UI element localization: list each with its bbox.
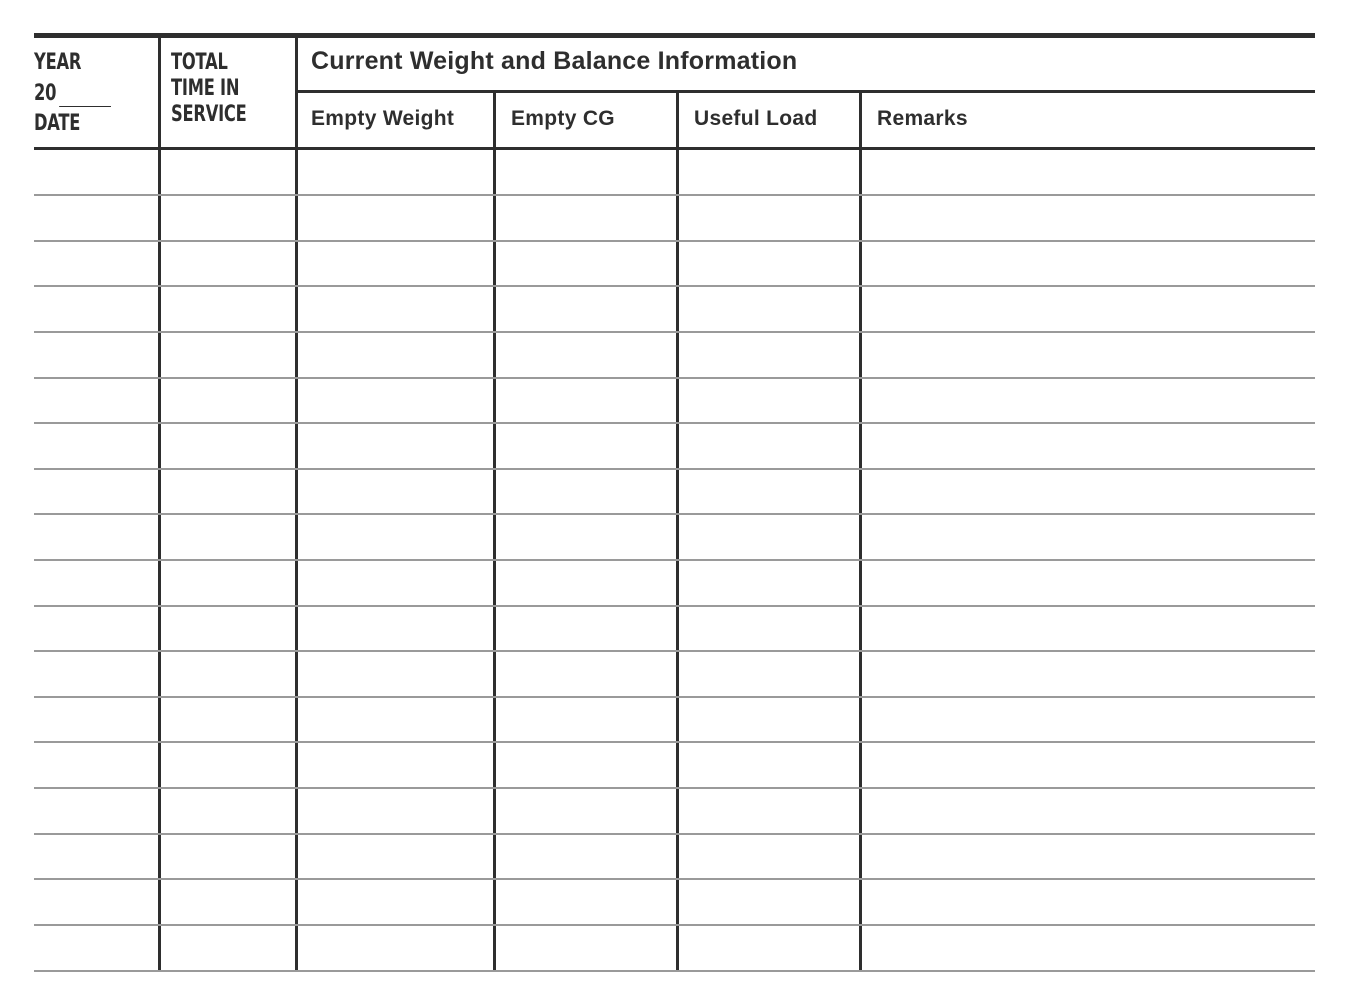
entry-cell-remarks[interactable] <box>861 743 1315 787</box>
entry-cell-remarks[interactable] <box>861 378 1315 422</box>
entry-cell-total-time[interactable] <box>160 378 297 422</box>
entry-cell-total-time[interactable] <box>160 332 297 376</box>
entry-cell-remarks[interactable] <box>861 561 1315 605</box>
entry-cell-empty-cg[interactable] <box>495 378 678 422</box>
entry-cell-useful-load[interactable] <box>678 652 861 696</box>
entry-cell-useful-load[interactable] <box>678 378 861 422</box>
entry-cell-empty-weight[interactable] <box>297 332 495 376</box>
group-title: Current Weight and Balance Information <box>311 47 798 75</box>
entry-cell-remarks[interactable] <box>861 241 1315 285</box>
entry-cell-total-time[interactable] <box>160 789 297 833</box>
entry-cell-date[interactable] <box>34 287 160 331</box>
entry-cell-empty-cg[interactable] <box>495 606 678 650</box>
total-time-line3: SERVICE <box>171 102 247 127</box>
entry-cell-empty-weight[interactable] <box>297 287 495 331</box>
entry-cell-total-time[interactable] <box>160 606 297 650</box>
total-time-line2: TIME IN <box>171 76 240 101</box>
entry-cell-remarks[interactable] <box>861 925 1315 969</box>
total-time-header <box>171 50 247 128</box>
col-header-remarks: Remarks <box>877 107 968 130</box>
entry-cell-total-time[interactable] <box>160 652 297 696</box>
entry-cell-empty-weight[interactable] <box>297 652 495 696</box>
entry-cell-useful-load[interactable] <box>678 606 861 650</box>
entry-cell-empty-cg[interactable] <box>495 561 678 605</box>
entry-cell-total-time[interactable] <box>160 196 297 240</box>
entry-cell-remarks[interactable] <box>861 150 1315 194</box>
entry-cell-remarks[interactable] <box>861 697 1315 741</box>
entry-cell-total-time[interactable] <box>160 880 297 924</box>
entry-cell-date[interactable] <box>34 561 160 605</box>
entry-cell-empty-weight[interactable] <box>297 606 495 650</box>
entry-cell-empty-weight[interactable] <box>297 424 495 468</box>
year-prefix: 20 <box>34 81 57 106</box>
col-header-empty-cg: Empty CG <box>511 107 615 130</box>
entry-cell-total-time[interactable] <box>160 424 297 468</box>
entry-cell-empty-weight[interactable] <box>297 925 495 969</box>
entry-cell-useful-load[interactable] <box>678 241 861 285</box>
entry-cell-empty-weight[interactable] <box>297 561 495 605</box>
entry-cell-empty-cg[interactable] <box>495 925 678 969</box>
group-title-underline <box>297 90 1315 93</box>
entry-cell-useful-load[interactable] <box>678 469 861 513</box>
entry-cell-useful-load[interactable] <box>678 287 861 331</box>
total-time-line1: TOTAL <box>171 50 228 75</box>
entry-cell-empty-cg[interactable] <box>495 743 678 787</box>
entry-cell-date[interactable] <box>34 150 160 194</box>
entry-cell-empty-cg[interactable] <box>495 789 678 833</box>
col-header-useful-load: Useful Load <box>694 107 818 130</box>
entry-cell-useful-load[interactable] <box>678 743 861 787</box>
year-header <box>34 50 111 137</box>
entry-cell-empty-weight[interactable] <box>297 834 495 878</box>
entry-cell-total-time[interactable] <box>160 743 297 787</box>
entry-cell-remarks[interactable] <box>861 196 1315 240</box>
entry-cell-remarks[interactable] <box>861 469 1315 513</box>
entry-cell-remarks[interactable] <box>861 789 1315 833</box>
entry-cell-empty-weight[interactable] <box>297 469 495 513</box>
entry-cell-useful-load[interactable] <box>678 150 861 194</box>
entry-cell-useful-load[interactable] <box>678 789 861 833</box>
entry-cell-empty-weight[interactable] <box>297 743 495 787</box>
entry-cell-empty-cg[interactable] <box>495 652 678 696</box>
entry-cell-total-time[interactable] <box>160 697 297 741</box>
entry-cell-total-time[interactable] <box>160 150 297 194</box>
entry-cell-date[interactable] <box>34 378 160 422</box>
entry-cell-date[interactable] <box>34 196 160 240</box>
entry-cell-empty-cg[interactable] <box>495 424 678 468</box>
entry-cell-empty-cg[interactable] <box>495 834 678 878</box>
entry-cell-total-time[interactable] <box>160 515 297 559</box>
entry-cell-empty-weight[interactable] <box>297 378 495 422</box>
entry-cell-date[interactable] <box>34 743 160 787</box>
year-field[interactable] <box>34 81 111 107</box>
entry-cell-total-time[interactable] <box>160 561 297 605</box>
entry-cell-remarks[interactable] <box>861 515 1315 559</box>
entry-cell-remarks[interactable] <box>861 606 1315 650</box>
entry-cell-useful-load[interactable] <box>678 332 861 376</box>
date-label: DATE <box>34 111 81 136</box>
entry-cell-empty-weight[interactable] <box>297 789 495 833</box>
entry-cell-empty-cg[interactable] <box>495 880 678 924</box>
entry-cell-empty-cg[interactable] <box>495 697 678 741</box>
top-border-rule <box>34 33 1315 38</box>
entry-cell-date[interactable] <box>34 424 160 468</box>
entry-cell-useful-load[interactable] <box>678 424 861 468</box>
entry-cell-date[interactable] <box>34 515 160 559</box>
entry-cell-empty-weight[interactable] <box>297 241 495 285</box>
entry-cell-useful-load[interactable] <box>678 561 861 605</box>
entry-cell-date[interactable] <box>34 469 160 513</box>
entry-cell-total-time[interactable] <box>160 925 297 969</box>
entry-cell-date[interactable] <box>34 652 160 696</box>
entry-cell-remarks[interactable] <box>861 652 1315 696</box>
entry-cell-empty-cg[interactable] <box>495 196 678 240</box>
entry-cell-date[interactable] <box>34 880 160 924</box>
col-header-empty-weight: Empty Weight <box>311 107 455 130</box>
entry-cell-empty-cg[interactable] <box>495 287 678 331</box>
year-blank[interactable] <box>59 86 111 107</box>
entry-cell-useful-load[interactable] <box>678 834 861 878</box>
entry-cell-date[interactable] <box>34 332 160 376</box>
entry-cell-empty-weight[interactable] <box>297 880 495 924</box>
entry-cell-remarks[interactable] <box>861 287 1315 331</box>
entry-cell-empty-weight[interactable] <box>297 196 495 240</box>
entry-cell-date[interactable] <box>34 925 160 969</box>
entry-cell-date[interactable] <box>34 697 160 741</box>
entry-cell-useful-load[interactable] <box>678 925 861 969</box>
entry-cell-remarks[interactable] <box>861 424 1315 468</box>
entry-cell-total-time[interactable] <box>160 241 297 285</box>
entry-cell-empty-weight[interactable] <box>297 515 495 559</box>
entry-cell-empty-cg[interactable] <box>495 515 678 559</box>
entry-cell-empty-cg[interactable] <box>495 332 678 376</box>
entry-cell-date[interactable] <box>34 241 160 285</box>
entry-cell-total-time[interactable] <box>160 287 297 331</box>
entry-cell-total-time[interactable] <box>160 469 297 513</box>
entry-cell-empty-weight[interactable] <box>297 150 495 194</box>
entry-cell-useful-load[interactable] <box>678 515 861 559</box>
entry-cell-date[interactable] <box>34 606 160 650</box>
entry-cell-useful-load[interactable] <box>678 196 861 240</box>
entry-cell-useful-load[interactable] <box>678 880 861 924</box>
entry-cell-date[interactable] <box>34 834 160 878</box>
entry-cell-empty-cg[interactable] <box>495 241 678 285</box>
entry-cell-remarks[interactable] <box>861 834 1315 878</box>
row-rule <box>34 970 1315 972</box>
entry-cell-useful-load[interactable] <box>678 697 861 741</box>
entry-cell-total-time[interactable] <box>160 834 297 878</box>
entry-cell-empty-weight[interactable] <box>297 697 495 741</box>
entry-cell-empty-cg[interactable] <box>495 469 678 513</box>
year-label: YEAR <box>34 50 82 75</box>
entry-cell-empty-cg[interactable] <box>495 150 678 194</box>
entry-cell-remarks[interactable] <box>861 880 1315 924</box>
entry-cell-remarks[interactable] <box>861 332 1315 376</box>
entry-cell-date[interactable] <box>34 789 160 833</box>
